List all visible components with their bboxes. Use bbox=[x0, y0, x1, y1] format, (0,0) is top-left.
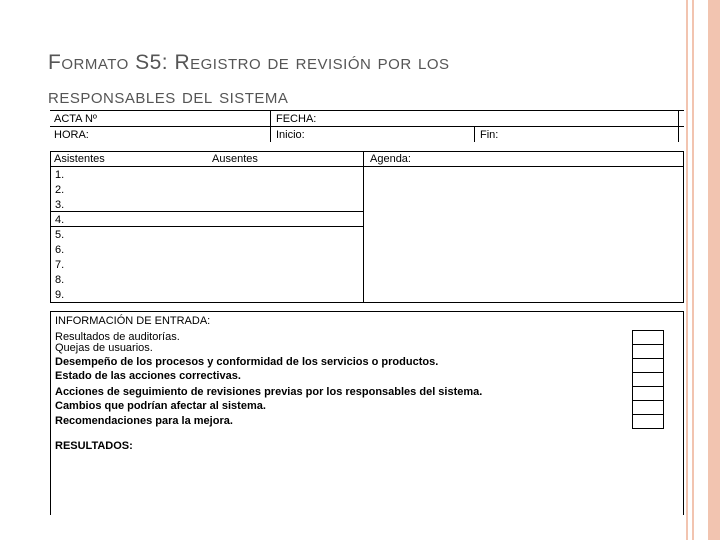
attendee-number-4: 4. bbox=[55, 214, 65, 226]
checkbox-desempeno[interactable] bbox=[632, 358, 664, 373]
checkbox-acciones-correctivas[interactable] bbox=[632, 372, 664, 387]
input-item-auditorias: Resultados de auditorías. bbox=[55, 331, 180, 343]
checkbox-auditorias[interactable] bbox=[632, 330, 664, 345]
slide-border-line-inner bbox=[686, 0, 688, 540]
acta-label: ACTA Nº bbox=[54, 113, 97, 125]
asistentes-header: Asistentes bbox=[54, 153, 105, 165]
attendance-right-rule bbox=[683, 151, 684, 302]
attendance-header-rule bbox=[50, 166, 684, 167]
slide-title bbox=[48, 46, 668, 114]
attendance-left-rule bbox=[50, 151, 51, 302]
attendee-number-6: 6. bbox=[55, 244, 65, 256]
checkbox-mejora[interactable] bbox=[632, 414, 664, 429]
input-section-left-rule bbox=[50, 311, 51, 515]
attendance-top-rule bbox=[50, 151, 684, 152]
slide-border-line bbox=[692, 0, 694, 540]
input-item-seguimiento: Acciones de seguimiento de revisiones previas por los responsables del sistema. bbox=[55, 386, 483, 398]
inicio-label: Inicio: bbox=[276, 129, 305, 141]
ausentes-header: Ausentes bbox=[212, 153, 258, 165]
results-label: RESULTADOS: bbox=[55, 440, 133, 452]
header-divider-right bbox=[678, 110, 679, 142]
attendee-number-1: 1. bbox=[55, 169, 65, 181]
attendee-number-7: 7. bbox=[55, 259, 65, 271]
input-item-cambios: Cambios que podrían afectar al sistema. bbox=[55, 400, 266, 412]
header-divider-2 bbox=[474, 126, 475, 142]
agenda-header: Agenda: bbox=[370, 153, 411, 165]
attendee-number-9: 9. bbox=[55, 289, 65, 301]
header-top-rule bbox=[50, 110, 684, 111]
input-section-heading: INFORMACIÓN DE ENTRADA: bbox=[55, 315, 211, 327]
header-middle-rule bbox=[50, 126, 684, 127]
input-item-quejas: Quejas de usuarios. bbox=[55, 342, 153, 354]
slide-title-line-2: responsables del sistema bbox=[48, 85, 289, 108]
checkbox-quejas[interactable] bbox=[632, 344, 664, 359]
checkbox-cambios[interactable] bbox=[632, 400, 664, 415]
attendance-row4-rule bbox=[50, 226, 364, 227]
attendee-number-2: 2. bbox=[55, 184, 65, 196]
input-item-desempeno: Desempeño de los procesos y conformidad de los servicios o productos. bbox=[55, 356, 439, 368]
fin-label: Fin: bbox=[480, 129, 499, 141]
attendee-number-8: 8. bbox=[55, 274, 65, 286]
attendee-number-5: 5. bbox=[55, 229, 65, 241]
fecha-label: FECHA: bbox=[276, 113, 317, 125]
slide-border-bar bbox=[708, 0, 720, 540]
checkbox-seguimiento[interactable] bbox=[632, 386, 664, 401]
input-item-mejora: Recomendaciones para la mejora. bbox=[55, 415, 233, 427]
input-item-acciones-correctivas: Estado de las acciones correctivas. bbox=[55, 370, 241, 382]
attendee-number-3: 3. bbox=[55, 199, 65, 211]
input-section-right-rule bbox=[683, 311, 684, 515]
input-section-top-rule bbox=[50, 311, 684, 312]
slide-title-line-1: Formato S5: Registro de revisión por los bbox=[48, 51, 450, 74]
header-divider-1 bbox=[270, 110, 271, 142]
form-document bbox=[50, 110, 684, 515]
attendance-agenda-divider bbox=[363, 151, 364, 302]
attendance-bottom-rule bbox=[50, 302, 684, 303]
attendance-row3-rule bbox=[50, 211, 364, 212]
hora-label: HORA: bbox=[54, 129, 89, 141]
